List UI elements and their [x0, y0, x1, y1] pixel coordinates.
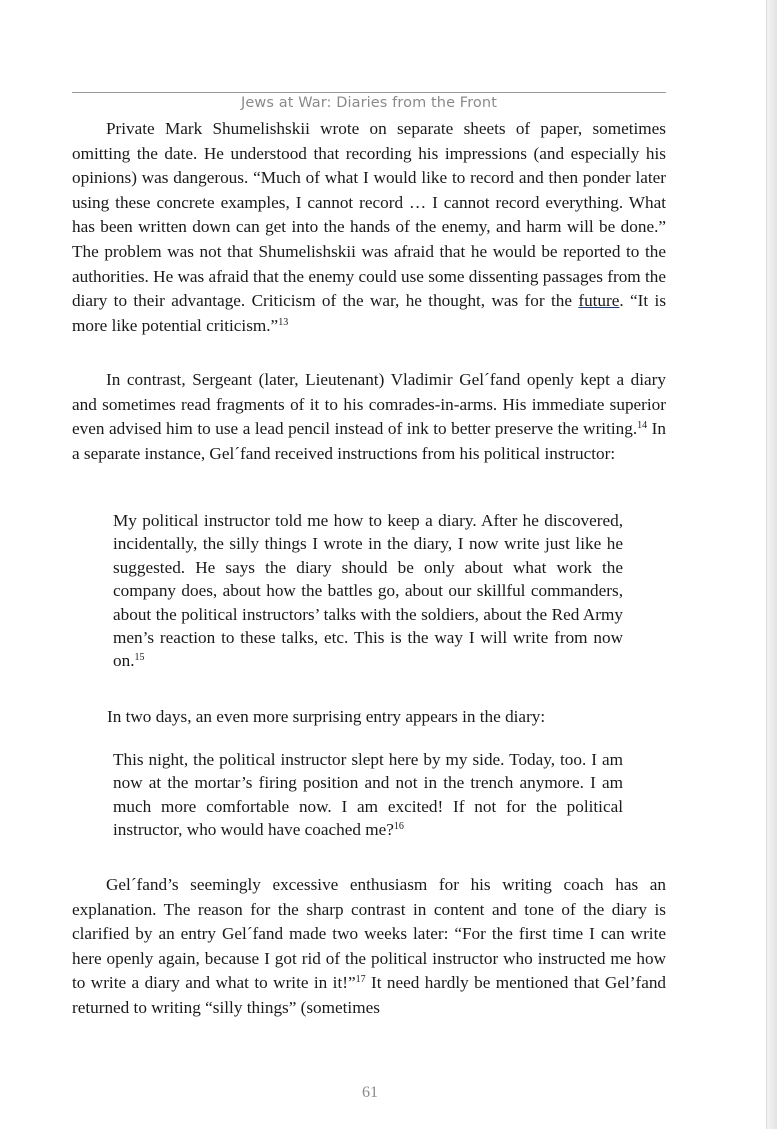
quote-1-body: My political instructor told me how to keep a diary. After he discovered, incidentally, the silly things I wrote in the diary, I now write just like he suggested. He says the diary should be only about what work the company does, about how the battles go, about our skillful commanders, about the political instructors’ talks with the soldiers, about the Red Army men’s reaction to these talks, etc. This is the way I will write from now on. [113, 511, 623, 671]
paragraph-3-text: In two days, an even more surprising entry appears in the diary: [107, 707, 546, 726]
page-number: 61 [362, 1084, 378, 1101]
footnote-13[interactable]: 13 [278, 316, 289, 328]
footnote-17[interactable]: 17 [355, 974, 366, 986]
paragraph-2-text-b: In a separate instance, Gel´fand received instructions from his political instructor: [72, 419, 666, 463]
running-head: Jews at War: Diaries from the Front [241, 95, 497, 111]
paragraph-two-days [107, 705, 667, 729]
paragraph-gelfand-intro [72, 368, 666, 466]
paragraph-shumelishskii [72, 117, 666, 338]
footnote-15[interactable]: 15 [134, 652, 145, 664]
paragraph-4-text-a: Gel´fand’s seemingly excessive enthusiasm for his writing coach has an explanation. The reason for the sharp contrast in content and tone of the diary is clarified by an entry Gel´fand made two weeks later: “For the first time I can write here openly again, because I got rid of the political instructor who instructed me how to write a diary and what to write in it!” [72, 875, 666, 993]
paragraph-2-text-a: In contrast, Sergeant (later, Lieutenant) Vladimir Gel´fand openly kept a diary and sometimes read fragments of it to his comrades-in-arms. His immediate superior even advised him to use a lead pencil instead of ink to better preserve the writing. [72, 370, 666, 439]
footnote-16[interactable]: 16 [393, 821, 404, 833]
block-quote-2 [113, 748, 623, 842]
quote-2-body: This night, the political instructor slept here by my side. Today, too. I am now at the mortar’s firing position and not in the trench anymore. I am much more comfortable now. I am excited! If not for the political instructor, who would have coached me? [113, 750, 623, 840]
page-edge [766, 0, 777, 1129]
future-link[interactable]: future [578, 291, 620, 311]
paragraph-1-text-b: . “It is more like potential criticism.” [72, 291, 667, 335]
quote-1-text [113, 509, 623, 673]
block-quote-1 [113, 509, 623, 673]
paragraph-1-text [72, 117, 666, 338]
header-rule [72, 92, 666, 93]
footnote-14[interactable]: 14 [637, 420, 648, 432]
paragraph-2-text [72, 368, 666, 466]
paragraph-enthusiasm [72, 873, 666, 1021]
paragraph-4-text-b: It need hardly be mentioned that Gel’fand returned to writing “silly things” (sometimes [72, 973, 667, 1017]
paragraph-4-text [72, 873, 666, 1021]
quote-2-text [113, 748, 623, 842]
paragraph-1-text-a: Private Mark Shumelishskii wrote on separate sheets of paper, sometimes omitting the date. He understood that recording his impressions (and especially his opinions) was dangerous. “Much of what I would like to record and then ponder later using these concrete examples, I cannot record … I cannot record everything. What has been written down can get into the hands of the enemy, and harm will be done.” The problem was not that Shumelishskii was afraid that he would be reported to the authorities. He was afraid that the enemy could use some dissenting passages from the diary to their advantage. Criticism of the war, he thought, was for the [72, 119, 666, 311]
